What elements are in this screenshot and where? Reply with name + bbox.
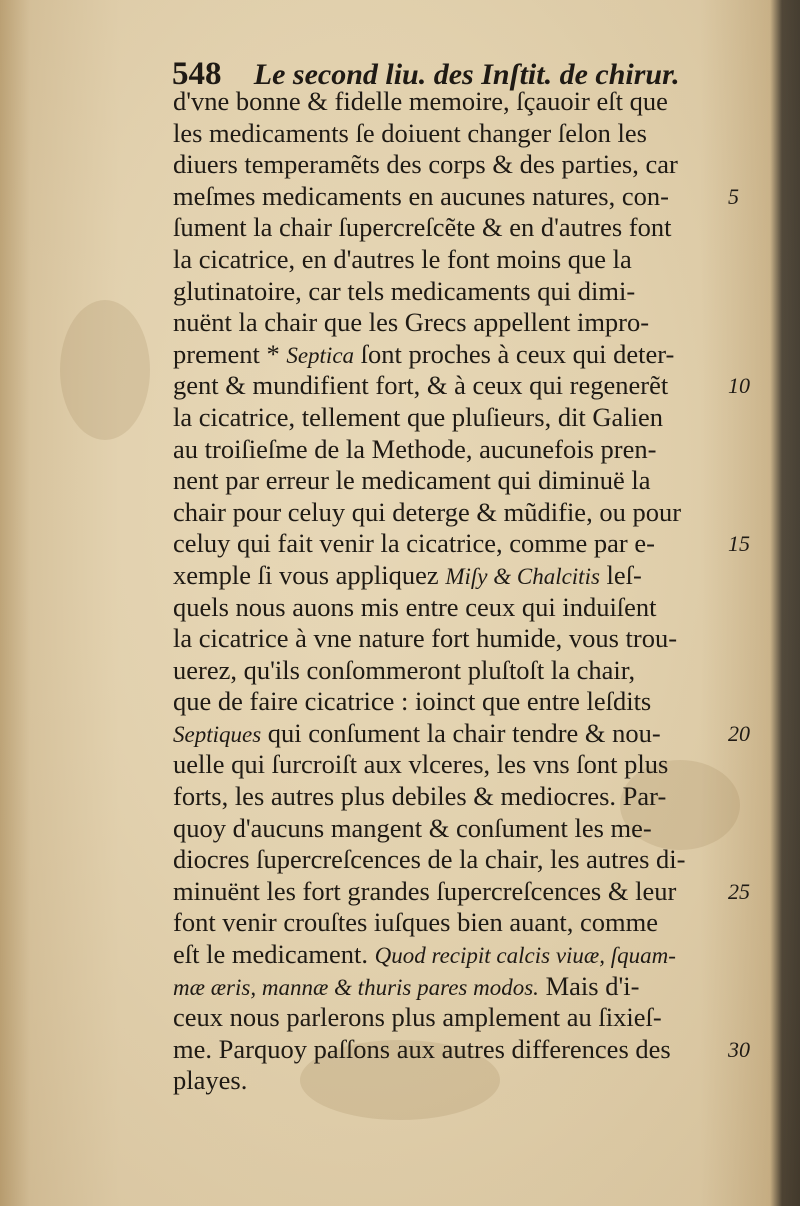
body-text [173,86,733,1097]
text-line: eſt le medicament. Quod recipit calcis viuæ, ſquam- [173,939,676,970]
text-line: au troiſieſme de la Methode, aucunefois pren- [173,433,657,464]
text-line: la cicatrice, en d'autres le font moins que la [173,243,632,274]
text-line: meſmes medicaments en aucunes natures, con- [173,180,669,211]
page-number: 548 [172,56,222,92]
line-number: 30 [728,1037,750,1062]
text-line: les medicaments ſe doiuent changer ſelon les [173,117,647,148]
text-line: uerez, qu'ils conſommeront pluſtoſt la chair, [173,654,636,685]
text-line: que de faire cicatrice : ioinct que entre leſdits [173,686,652,717]
text-line: diuers temperamẽts des corps & des parties, car [173,149,678,180]
line-number: 5 [728,183,739,209]
text-line: ceux nous parlerons plus amplement au ſixieſ- [173,1002,662,1033]
text-line: diocres ſupercreſcences de la chair, les autres di- [173,844,686,875]
text-line: font venir crouſtes iuſques bien auant, comme [173,907,658,938]
text-line: Septiques qui conſument la chair tendre & nou- [173,717,661,748]
text-line: la cicatrice à vne nature fort humide, vous trou- [173,623,678,654]
text-line: nuënt la chair que les Grecs appellent impro- [173,307,650,338]
line-number: 15 [728,531,750,557]
text-line: forts, les autres plus debiles & mediocres. Par- [173,781,667,812]
text-line: playes. [173,1065,248,1096]
text-line: uelle qui ſurcroiſt aux vlceres, les vns ſont plus [173,749,669,780]
text-line: minuënt les fort grandes ſupercreſcences & leur [173,875,677,906]
line-number: 10 [728,373,750,399]
text-line: chair pour celuy qui deterge & mũdifie, ou pour [173,496,682,527]
text-line: xemple ſi vous appliquez Miſy & Chalcitis leſ- [173,559,642,590]
show-through-text [190,1120,630,1150]
text-line: ſument la chair ſupercreſcẽte & en d'autres font [173,212,672,243]
running-title: Le second liu. des Inſtit. de chirur. [253,58,680,91]
paper-stain [60,300,150,440]
line-number: 25 [728,879,750,904]
text-line: d'vne bonne & fidelle memoire, ſçauoir eſt que [173,86,668,116]
text-line: la cicatrice, tellement que pluſieurs, dit Galien [173,401,664,432]
text-line: mæ æris, mannæ & thuris pares modos. Mais d'i- [173,970,640,1001]
text-line: prement * Septica ſont proches à ceux qui deter- [173,338,675,369]
text-line: me. Parquoy paſſons aux autres differences des [173,1033,671,1064]
text-line: nent par erreur le medicament qui diminuë la [173,465,651,496]
text-line: quels nous auons mis entre ceux qui induiſent [173,591,657,622]
text-line: quoy d'aucuns mangent & conſument les me- [173,812,652,843]
text-line: celuy qui fait venir la cicatrice, comme par e- [173,528,655,559]
text-line: glutinatoire, car tels medicaments qui dimi- [173,275,636,306]
text-line: gent & mundifient fort, & à ceux qui regenerẽt [173,370,669,401]
line-number: 20 [728,721,750,746]
